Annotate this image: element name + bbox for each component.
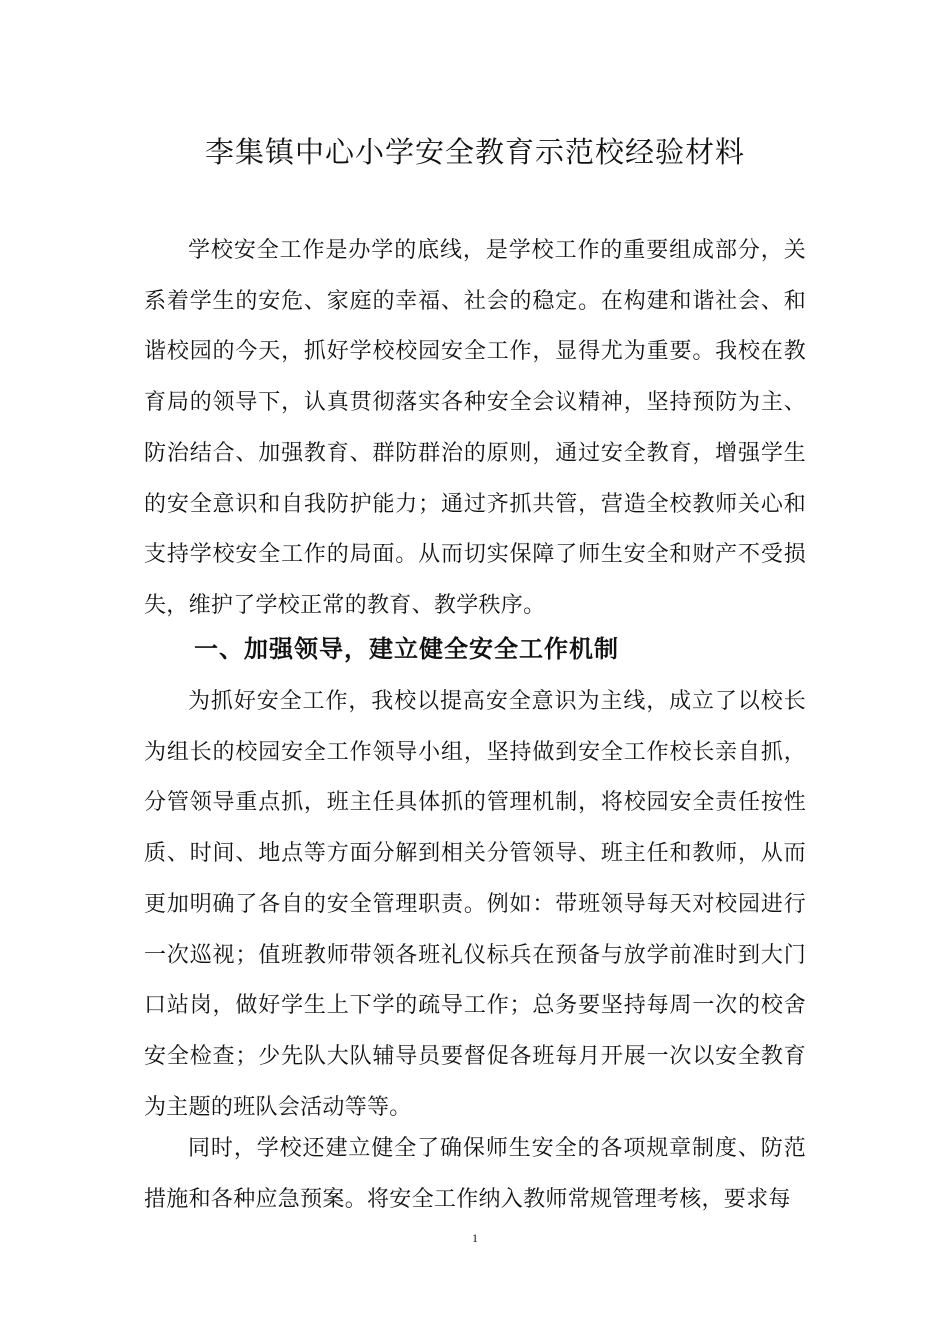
- paragraph-intro: 学校安全工作是办学的底线，是学校工作的重要组成部分，关系着学生的安危、家庭的幸福、社会的稳定。在构建和谐社会、和谐校园的今天，抓好学校校园安全工作，显得尤为重要。我校在教育局的领导下，认真贯彻落实各种安全会议精神，坚持预防为主、防治结合、加强教育、群防群治的原则，通过安全教育，增强学生的安全意识和自我防护能力；通过齐抓共管，营造全校教师关心和支持学校安全工作的局面。从而切实保障了师生安全和财产不受损失，维护了学校正常的教育、教学秩序。: [144, 238, 806, 618]
- page-number: 1: [472, 1231, 478, 1245]
- paragraph-regulations: 同时，学校还建立健全了确保师生安全的各项规章制度、防范措施和各种应急预案。将安全工作纳入教师常规管理考核，要求每: [144, 1136, 806, 1212]
- paragraph-leadership: 为抓好安全工作，我校以提高安全意识为主线，成立了以校长为组长的校园安全工作领导小组，坚持做到安全工作校长亲自抓，分管领导重点抓，班主任具体抓的管理机制，将校园安全责任按性质、时间、地点等方面分解到相关分管领导、班主任和教师，从而更加明确了各自的安全管理职责。例如：带班领导每天对校园进行一次巡视；值班教师带领各班礼仪标兵在预备与放学前准时到大门口站岗，做好学生上下学的疏导工作；总务要坚持每周一次的校舍安全检查；少先队大队辅导员要督促各班每月开展一次以安全教育为主题的班队会活动等等。: [144, 689, 806, 1120]
- document-title: 李集镇中心小学安全教育示范校经验材料: [204, 135, 745, 169]
- section-heading-1: 一、加强领导，建立健全安全工作机制: [194, 635, 619, 663]
